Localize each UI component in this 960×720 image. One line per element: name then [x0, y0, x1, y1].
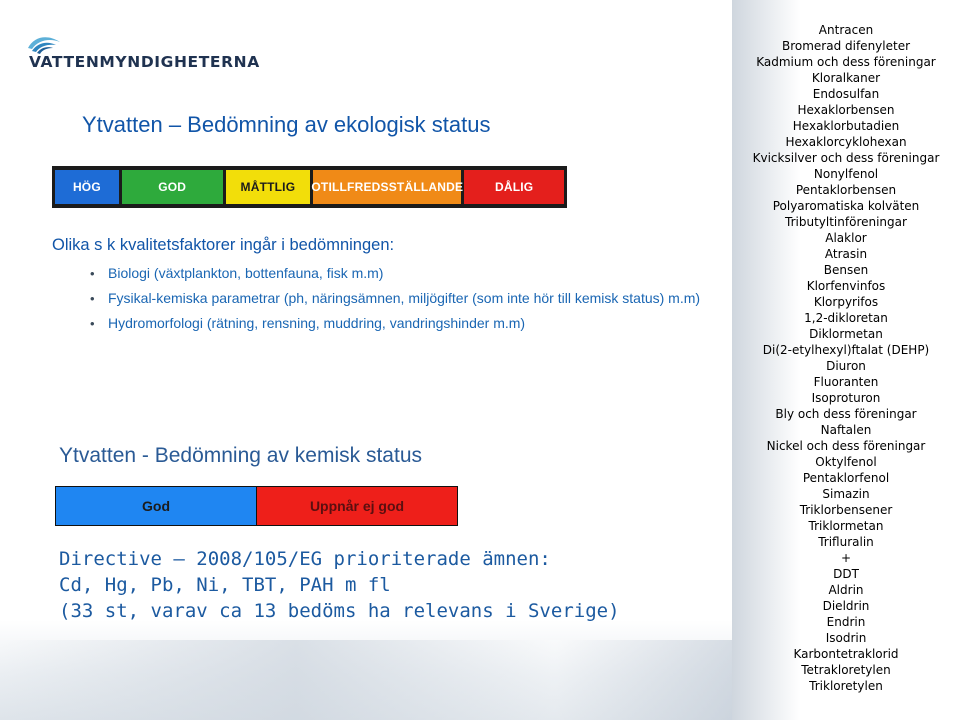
- substance-item: Endosulfan: [812, 87, 880, 101]
- substance-item: Karbontetraklorid: [793, 647, 899, 661]
- substance-item: Kvicksilver och dess föreningar: [752, 151, 940, 165]
- substance-item: Diklormetan: [809, 327, 883, 341]
- substance-item: 1,2-dikloretan: [804, 311, 888, 325]
- substance-item: Hexaklorbutadien: [792, 119, 900, 133]
- chemical-status-title: Ytvatten - Bedömning av kemisk status: [59, 444, 422, 467]
- substance-item: Dieldrin: [822, 599, 870, 613]
- directive-line: Directive – 2008/105/EG prioriterade ämnen:: [59, 548, 551, 570]
- substance-item: Klorpyrifos: [813, 295, 879, 309]
- list-item: • Fysikal-kemiska parametrar (ph, näringsämnen, miljögifter (som inte hör till kemisk status) m.m): [90, 289, 710, 308]
- substance-item: Fluoranten: [813, 375, 879, 389]
- substance-item: Aldrin: [828, 583, 864, 597]
- list-item: • Biologi (växtplankton, bottenfauna, fisk m.m): [90, 264, 710, 283]
- substance-item: Bly och dess föreningar: [775, 407, 917, 421]
- ecological-status-title: Ytvatten – Bedömning av ekologisk status: [82, 112, 491, 137]
- substance-item: Triklormetan: [808, 519, 884, 533]
- substance-item: Triklorbensener: [799, 503, 893, 517]
- substance-item: Tetrakloretylen: [801, 663, 891, 677]
- substance-item: Klorfenvinfos: [806, 279, 886, 293]
- chem-class-uppnar-ej-god: Uppnår ej god: [257, 487, 457, 525]
- eco-class-god: GOD: [122, 170, 223, 204]
- substance-item: Endrin: [826, 615, 866, 629]
- substance-item: Oktylfenol: [815, 455, 877, 469]
- quality-factors-list: [90, 264, 710, 339]
- list-item: • Hydromorfologi (rätning, rensning, muddring, vandringshinder m.m): [90, 314, 710, 333]
- background-fade-overlay: [0, 640, 740, 720]
- quality-factors-heading: Olika s k kvalitetsfaktorer ingår i bedömningen:: [52, 236, 395, 254]
- directive-text: [59, 546, 739, 624]
- substance-item: +: [840, 551, 852, 565]
- chemical-status-scale: [55, 486, 458, 526]
- directive-line: Cd, Hg, Pb, Ni, TBT, PAH m fl: [59, 574, 391, 596]
- substance-item: Nickel och dess föreningar: [766, 439, 926, 453]
- substance-item: Pentaklorbensen: [795, 183, 897, 197]
- substance-item: Kloralkaner: [811, 71, 881, 85]
- eco-class-mattlig: MÅTTLIG: [226, 170, 311, 204]
- substance-item: Antracen: [818, 23, 874, 37]
- substance-item: Bromerad difenyleter: [781, 39, 911, 53]
- substance-item: Kadmium och dess föreningar: [756, 55, 936, 69]
- substance-item: Isodrin: [825, 631, 867, 645]
- substance-item: Diuron: [826, 359, 866, 373]
- eco-class-hog: HÖG: [55, 170, 119, 204]
- eco-class-dalig: DÅLIG: [464, 170, 564, 204]
- substance-item: Naftalen: [820, 423, 872, 437]
- chem-class-god: God: [56, 487, 257, 525]
- substance-item: DDT: [833, 567, 859, 581]
- substance-item: Atrasin: [824, 247, 868, 261]
- logo: [26, 36, 260, 76]
- logo-text: VATTENMYNDIGHETERNA: [29, 53, 260, 71]
- substance-item: Isoproturon: [811, 391, 881, 405]
- substance-item: Di(2-etylhexyl)ftalat (DEHP): [762, 343, 930, 357]
- substance-item: Pentaklorfenol: [802, 471, 890, 485]
- priority-substance-list: [732, 22, 960, 694]
- ecological-status-scale: [52, 166, 567, 208]
- substance-item: Trifluralin: [818, 535, 874, 549]
- substance-item: Alaklor: [825, 231, 867, 245]
- eco-class-otillfredsstallande: OTILLFREDSSTÄLLANDE: [313, 170, 461, 204]
- substance-item: Nonylfenol: [813, 167, 879, 181]
- substance-item: Hexaklorbensen: [797, 103, 895, 117]
- substance-item: Simazin: [822, 487, 870, 501]
- substance-item: Hexaklorcyklohexan: [785, 135, 907, 149]
- substance-item: Tributyltinföreningar: [785, 215, 907, 229]
- substance-item: Trikloretylen: [809, 679, 883, 693]
- directive-line: (33 st, varav ca 13 bedöms ha relevans i Sverige): [59, 600, 620, 622]
- substance-item: Polyaromatiska kolväten: [772, 199, 920, 213]
- substance-item: Bensen: [823, 263, 869, 277]
